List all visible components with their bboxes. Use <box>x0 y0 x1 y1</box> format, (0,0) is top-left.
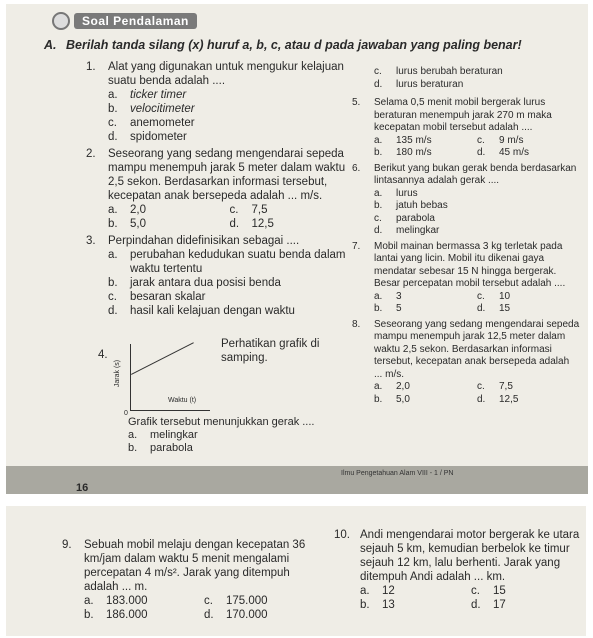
option-text: 12,5 <box>499 393 519 405</box>
option-a[interactable] <box>360 584 471 598</box>
right-column <box>352 66 580 409</box>
option-text: melingkar <box>396 225 440 236</box>
option-a[interactable] <box>108 248 351 276</box>
option-b[interactable] <box>108 217 230 231</box>
option-c[interactable] <box>477 381 580 394</box>
option-d[interactable] <box>477 394 580 407</box>
option-letter: a. <box>360 585 370 597</box>
option-text: spidometer <box>130 131 187 143</box>
option-letter: b. <box>128 442 138 454</box>
option-a[interactable] <box>374 188 580 201</box>
option-text: melingkar <box>150 429 198 441</box>
option-a[interactable] <box>108 203 230 217</box>
option-text: lurus <box>396 187 418 199</box>
question-7 <box>352 241 580 316</box>
question-5 <box>352 97 580 160</box>
option-letter: a. <box>374 187 383 199</box>
option-letter: a. <box>108 204 118 216</box>
option-letter: b. <box>374 147 383 158</box>
option-text: 5,0 <box>130 218 146 230</box>
option-a[interactable] <box>374 291 477 304</box>
question-1 <box>86 60 351 144</box>
option-text: 17 <box>493 599 506 611</box>
option-text: 45 m/s <box>499 147 530 158</box>
option-d[interactable] <box>374 79 580 92</box>
option-text: 2,0 <box>396 381 410 392</box>
question-number: 9. <box>62 539 72 551</box>
option-text: 3 <box>396 290 402 302</box>
question-1-continued <box>374 66 580 91</box>
question-text: Seseorang yang sedang mengendarai sepeda mampu menempuh jarak 12,5 meter dalam waktu 2,5 sekon. Berdasarkan informasi tersebut, kecepatan anak bersepeda adalah ... m/s. <box>374 318 580 380</box>
option-letter: a. <box>108 89 118 101</box>
option-a[interactable] <box>374 135 477 148</box>
option-d[interactable] <box>204 608 324 622</box>
option-letter: c. <box>477 381 485 392</box>
option-letter: b. <box>108 277 118 289</box>
option-letter: a. <box>374 290 383 302</box>
question-number: 10. <box>334 529 350 541</box>
option-text: 10 <box>499 290 511 302</box>
option-text: ticker timer <box>130 89 187 101</box>
circle-icon <box>52 12 70 30</box>
option-c[interactable] <box>230 203 352 217</box>
option-letter: a. <box>374 381 383 392</box>
option-d[interactable] <box>108 304 351 318</box>
instruction-text: Berilah tanda silang (x) huruf a, b, c, atau d pada jawaban yang paling benar! <box>66 38 522 52</box>
question-6 <box>352 163 580 238</box>
option-letter: d. <box>471 599 481 611</box>
option-letter: c. <box>374 212 382 224</box>
option-letter: d. <box>477 147 486 158</box>
option-letter: d. <box>204 609 214 621</box>
option-letter: c. <box>471 585 480 597</box>
option-letter: a. <box>374 134 383 146</box>
option-letter: a. <box>108 249 118 261</box>
option-d[interactable] <box>477 147 580 160</box>
option-text: 2,0 <box>130 204 146 216</box>
option-b[interactable] <box>108 102 351 116</box>
option-letter: b. <box>108 103 118 115</box>
option-text: 186.000 <box>106 609 148 621</box>
option-text: anemometer <box>130 117 195 129</box>
option-letter: d. <box>374 78 383 90</box>
header-title: Soal Pendalaman <box>74 13 197 29</box>
question-number: 2. <box>86 148 96 160</box>
option-letter: d. <box>477 393 486 405</box>
option-letter: d. <box>374 225 383 236</box>
page-number: 16 <box>76 482 89 494</box>
option-text: 135 m/s <box>396 134 432 146</box>
graph-x-label: Waktu (t) <box>168 397 197 404</box>
footer-text: Ilmu Pengetahuan Alam VIII - 1 / PN <box>341 470 454 477</box>
worksheet-page <box>6 4 588 494</box>
option-text: 7,5 <box>499 381 513 392</box>
option-letter: b. <box>374 200 383 211</box>
left-column <box>86 60 351 321</box>
option-letter: b. <box>108 218 118 230</box>
option-text: 180 m/s <box>396 147 432 158</box>
option-b[interactable] <box>374 303 477 316</box>
option-d[interactable] <box>471 598 582 612</box>
option-a[interactable] <box>374 381 477 394</box>
question-number: 1. <box>86 61 96 73</box>
option-text: lurus berubah beraturan <box>396 66 503 77</box>
option-letter: b. <box>374 393 383 405</box>
question-number: 7. <box>352 240 361 252</box>
option-text: 170.000 <box>226 609 268 621</box>
question-number: 8. <box>352 318 361 330</box>
option-c[interactable] <box>204 594 324 608</box>
distance-time-graph <box>116 342 211 417</box>
question-text: Grafik tersebut menunjukkan gerak .... <box>128 416 315 428</box>
option-text: 183.000 <box>106 595 148 607</box>
question-8 <box>352 319 580 407</box>
question-10 <box>334 528 582 612</box>
question-text: Seseorang yang sedang mengendarai sepeda mampu menempuh jarak 5 meter dalam waktu 2,5 sekon. Berdasarkan informasi tersebut, kecepatan anak bersepeda adalah ... m/s. <box>108 148 346 202</box>
option-text: 12 <box>382 585 395 597</box>
option-letter: c. <box>477 134 485 146</box>
option-letter: c. <box>204 595 213 607</box>
question-4-caption <box>128 416 348 455</box>
option-letter: b. <box>360 599 370 611</box>
option-c[interactable] <box>477 291 580 304</box>
question-text: Mobil mainan bermassa 3 kg terletak pada lantai yang licin. Mobil itu dikenai gaya mendatar sebesar 15 N hingga bergerak. Besar percepatan mobil tersebut adalah .... <box>374 240 566 289</box>
option-text: parabola <box>150 442 193 454</box>
graph-y-axis <box>130 344 131 410</box>
option-d[interactable] <box>477 303 580 316</box>
option-b[interactable] <box>374 200 580 213</box>
option-letter: c. <box>229 204 239 216</box>
section-header <box>52 12 197 30</box>
question-text: Selama 0,5 menit mobil bergerak lurus beraturan menempuh jarak 270 m maka kecepatan mobil tersebut adalah .... <box>374 97 552 133</box>
graph-origin: 0 <box>124 410 128 417</box>
option-a[interactable] <box>84 594 204 608</box>
option-c[interactable] <box>471 584 582 598</box>
question-text: Alat yang digunakan untuk mengukur kelajuan suatu benda adalah .... <box>108 61 344 87</box>
option-text: 175.000 <box>226 595 268 607</box>
option-b[interactable] <box>84 608 204 622</box>
question-text: Andi mengendarai motor bergerak ke utara sejauh 5 km, kemudian berbelok ke timur sejauh 12 km, lalu berhenti. Jarak yang ditempuh Andi adalah ... km. <box>360 529 580 583</box>
option-c[interactable] <box>108 290 351 304</box>
option-b[interactable] <box>108 276 351 290</box>
option-letter: a. <box>128 429 138 441</box>
option-letter: c. <box>374 66 382 77</box>
option-text: 15 <box>499 303 511 314</box>
option-b[interactable] <box>128 442 348 455</box>
question-text: Perhatikan grafik di samping. <box>221 338 320 364</box>
question-9 <box>62 538 324 622</box>
option-text: 9 m/s <box>499 134 524 146</box>
option-letter: d. <box>229 218 240 230</box>
option-c[interactable] <box>374 213 580 226</box>
option-letter: d. <box>108 131 118 143</box>
question-text: Perpindahan didefinisikan sebagai .... <box>108 235 300 247</box>
option-text: hasil kali kelajuan dengan waktu <box>130 305 295 317</box>
option-letter: a. <box>84 595 94 607</box>
option-text: jarak antara dua posisi benda <box>130 277 281 289</box>
option-text: perubahan kedudukan suatu benda dalam waktu tertentu <box>130 249 346 275</box>
option-text: 5 <box>396 303 402 314</box>
option-letter: c. <box>477 290 485 302</box>
photo-gap <box>0 494 593 506</box>
option-text: lurus beraturan <box>396 78 464 90</box>
option-text: jatuh bebas <box>396 200 448 211</box>
option-a[interactable] <box>108 88 351 102</box>
option-text: velocitimeter <box>130 103 195 115</box>
graph-y-label: Jarak (s) <box>114 359 122 388</box>
option-b[interactable] <box>374 147 477 160</box>
option-letter: c. <box>108 117 117 129</box>
question-3 <box>86 234 351 318</box>
option-c[interactable] <box>374 66 580 79</box>
option-text: besaran skalar <box>130 291 206 303</box>
option-c[interactable] <box>477 135 580 148</box>
option-letter: d. <box>477 303 486 314</box>
question-number: 4. <box>98 349 108 361</box>
graph-line <box>131 342 194 375</box>
option-d[interactable] <box>230 217 352 231</box>
question-number: 6. <box>352 162 361 174</box>
option-d[interactable] <box>108 130 351 144</box>
option-d[interactable] <box>374 225 580 238</box>
graph-x-axis <box>130 410 210 411</box>
question-number: 5. <box>352 97 361 108</box>
option-letter: b. <box>84 609 94 621</box>
option-letter: d. <box>108 305 118 317</box>
worksheet-page-continued <box>6 506 586 636</box>
option-letter: b. <box>374 303 383 314</box>
footer-band <box>6 466 588 494</box>
question-text: Berikut yang bukan gerak benda berdasarkan lintasannya adalah gerak .... <box>374 162 577 186</box>
option-letter: c. <box>108 291 117 303</box>
option-b[interactable] <box>374 394 477 407</box>
option-c[interactable] <box>108 116 351 130</box>
option-text: 7,5 <box>251 204 268 216</box>
option-a[interactable] <box>128 429 348 442</box>
question-number: 3. <box>86 235 96 247</box>
option-text: 12,5 <box>251 218 274 230</box>
section-letter: A. <box>44 38 57 52</box>
option-text: 15 <box>493 585 506 597</box>
option-text: parabola <box>396 212 435 224</box>
option-text: 5,0 <box>396 393 410 405</box>
option-text: 13 <box>382 599 395 611</box>
question-text: Sebuah mobil melaju dengan kecepatan 36 km/jam dalam waktu 5 menit mengalami percepatan 4 m/s². Jarak yang ditempuh adalah ... m. <box>84 539 306 593</box>
question-2 <box>86 147 351 231</box>
option-b[interactable] <box>360 598 471 612</box>
